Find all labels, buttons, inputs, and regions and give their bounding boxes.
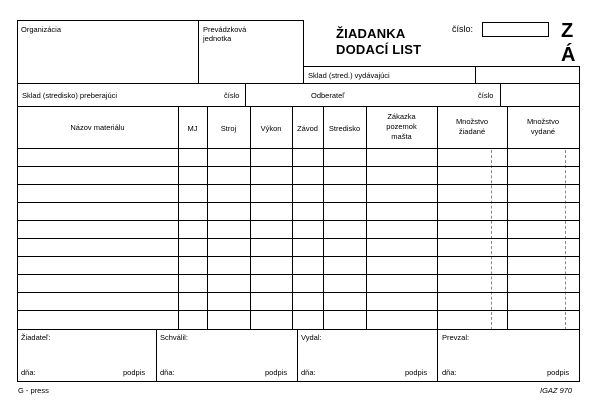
vydal-date-label: dňa: — [301, 368, 316, 377]
col-header-mj: MJ — [187, 124, 198, 133]
publisher-label: G - press — [18, 386, 49, 395]
prevzal-sign-label: podpis — [547, 368, 570, 377]
prevzal-date-label: dňa: — [442, 368, 457, 377]
col-header-zakazka-line2: pozemok — [386, 122, 417, 131]
col-header-vydane-line1: Množstvo — [526, 117, 560, 126]
cislo-small-2: číslo — [478, 91, 494, 100]
vydal-label: Vydal: — [301, 333, 322, 342]
col-header-zakazka-line1: Zákazka — [387, 112, 416, 121]
form-code-label: IGAZ 970 — [540, 386, 573, 395]
sklad-preberajuci-label: Sklad (stredisko) preberajúci — [22, 91, 118, 100]
prevadzkova-label-line1: Prevádzková — [203, 25, 247, 34]
frame-left-line — [17, 20, 18, 382]
table-row — [17, 292, 580, 293]
col-header-zavod: Závod — [297, 124, 318, 133]
prevadzkova-label-line2: jednotka — [203, 34, 232, 43]
schvalil-sign-label: podpis — [265, 368, 288, 377]
form-title-line1: ŽIADANKA — [336, 26, 406, 41]
frame-bottom-line — [17, 381, 580, 382]
cislo-label: číslo: — [452, 24, 474, 34]
table-row — [17, 329, 580, 330]
schvalil-date-label: dňa: — [160, 368, 175, 377]
col-header-vydane-line2: vydané — [530, 127, 556, 136]
cislo-box[interactable] — [482, 22, 549, 37]
table-row — [17, 184, 580, 185]
corner-letter-z: Z — [561, 20, 574, 42]
corner-letter-a: Á — [561, 44, 576, 66]
col-header-ziadane-line2: žiadané — [458, 127, 486, 136]
col-header-stredisko: Stredisko — [328, 124, 361, 133]
prevzal-label: Prevzal: — [442, 333, 470, 342]
organizacia-label: Organizácia — [21, 25, 62, 34]
frame-right-line — [579, 66, 580, 382]
table-row — [17, 220, 580, 221]
col-header-nazov: Názov materiálu — [70, 123, 125, 132]
sklad-vydavajuci-label: Sklad (stred.) vydávajúci — [308, 71, 390, 80]
col-header-stroj: Stroj — [220, 124, 237, 133]
table-row — [17, 310, 580, 311]
table-row — [17, 202, 580, 203]
ziadatel-label: Žiadateľ: — [21, 333, 51, 342]
frame-top-line — [17, 20, 303, 21]
odberatel-label: Odberateľ — [311, 91, 345, 100]
schvalil-label: Schválil: — [160, 333, 188, 342]
col-header-ziadane-line1: Množstvo — [455, 117, 489, 126]
table-row — [17, 166, 580, 167]
ziadatel-date-label: dňa: — [21, 368, 36, 377]
table-row — [17, 238, 580, 239]
table-row — [17, 274, 580, 275]
col-header-zakazka-line3: mašta — [391, 132, 412, 141]
cislo-small-1: číslo — [224, 91, 240, 100]
vydal-sign-label: podpis — [405, 368, 428, 377]
ziadatel-sign-label: podpis — [123, 368, 146, 377]
table-row — [17, 256, 580, 257]
col-header-vykon: Výkon — [260, 124, 282, 133]
form-title-line2: DODACÍ LIST — [336, 42, 422, 57]
